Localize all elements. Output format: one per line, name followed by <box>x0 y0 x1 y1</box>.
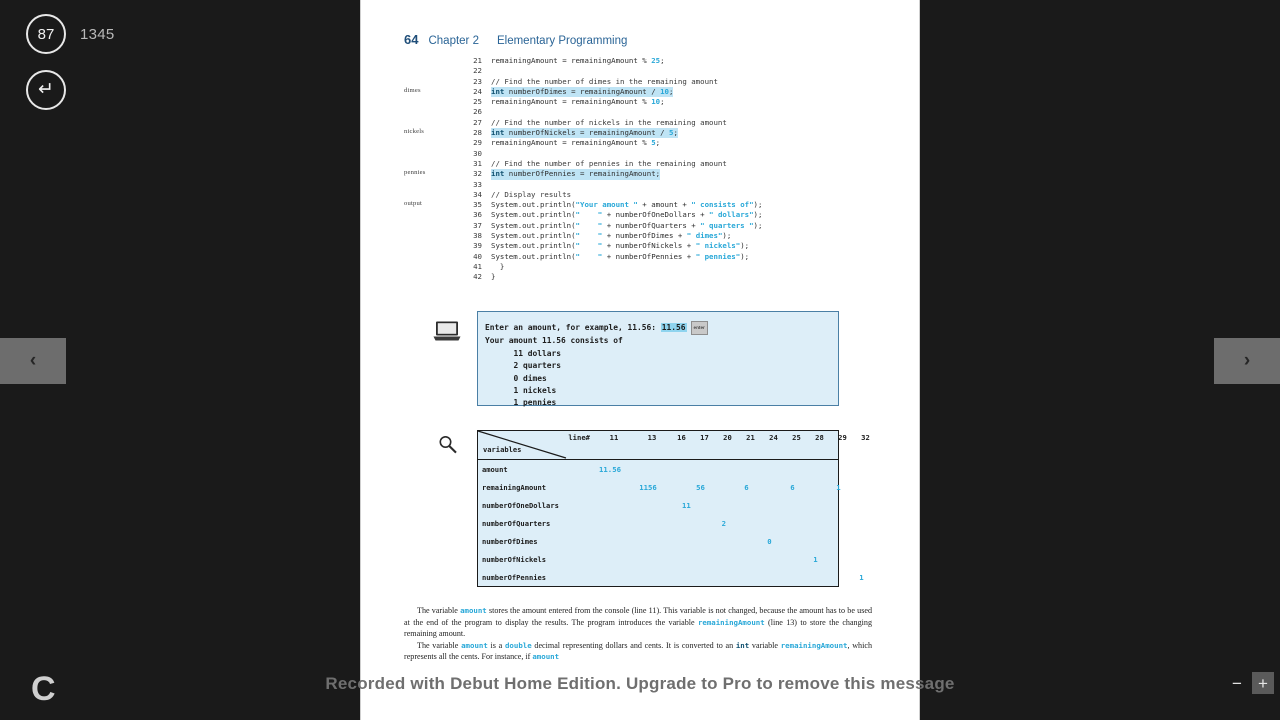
next-page-button[interactable] <box>1214 338 1280 384</box>
diagonal-divider-icon <box>478 431 838 458</box>
code-line-number: 38 <box>473 231 482 241</box>
console-line: 1 nickels <box>485 386 557 396</box>
code-line-text: // Find the number of nickels in the remaining amount <box>491 117 727 127</box>
trace-row <box>478 532 838 550</box>
code-line-number: 36 <box>473 210 482 220</box>
code-line <box>383 180 903 190</box>
code-line-number: 41 <box>473 261 482 271</box>
trace-cell: 1 <box>859 572 864 582</box>
page-header <box>404 32 627 47</box>
console-input-value: 11.56 <box>661 323 686 332</box>
trace-line-hash-label: line# <box>568 433 590 442</box>
console-line: 1 pennies <box>485 398 557 408</box>
chapter-title: Elementary Programming <box>496 35 628 47</box>
book-page <box>361 0 919 720</box>
trace-line-number: 21 <box>746 433 755 442</box>
code-line-text: int numberOfNickels = remainingAmount / 5; <box>491 128 678 138</box>
p1-var-amount: amount <box>460 606 487 615</box>
code-line-number: 30 <box>473 148 482 158</box>
trace-cell: 56 <box>696 482 705 492</box>
code-line <box>383 149 903 159</box>
zoom-out-button[interactable]: − <box>1232 673 1242 693</box>
trace-line-number: 11 <box>609 433 619 442</box>
trace-row <box>478 478 841 496</box>
code-line-text: int numberOfPennies = remainingAmount; <box>491 169 661 179</box>
paragraph-2 <box>404 640 872 663</box>
code-line-number: 33 <box>473 179 482 189</box>
trace-cell: 6 <box>744 482 749 492</box>
code-line-number: 34 <box>473 189 482 199</box>
page-indicator-value: 87 <box>37 25 55 43</box>
code-line-number: 37 <box>473 220 482 230</box>
trace-corner-variables: variables <box>483 445 522 454</box>
trace-variable-name: amount <box>482 464 508 474</box>
p2-text-b: is a <box>487 640 505 650</box>
previous-page-button[interactable] <box>0 338 66 384</box>
p2-text-e: , which represents all the cents. For instance, if <box>404 640 872 661</box>
code-line-text: System.out.println(" " + numberOfPennies + " pennies"); <box>491 251 750 261</box>
code-line-number: 21 <box>473 56 482 65</box>
trace-table-body <box>478 460 864 586</box>
code-line <box>383 159 903 169</box>
trace-cell: 1 <box>836 482 841 492</box>
console-line: 0 dimes <box>485 373 547 383</box>
p1-text-a: The variable <box>417 606 461 615</box>
code-line-text: remainingAmount = remainingAmount % 25; <box>491 56 665 65</box>
code-line-number: 25 <box>473 97 482 107</box>
trace-cell: 2 <box>721 518 727 528</box>
variable-trace-panel <box>477 430 870 587</box>
page-indicator-badge[interactable] <box>26 14 66 54</box>
zoom-controls <box>1226 672 1274 694</box>
code-line-text: remainingAmount = remainingAmount % 10; <box>491 97 665 107</box>
p2-var-remaining: remainingAmount <box>780 640 848 650</box>
code-line-text: System.out.println(" " + numberOfOneDollars + " dollars"); <box>491 210 763 220</box>
code-line <box>383 66 903 76</box>
p2-var-amount-2: amount <box>532 652 560 661</box>
trace-cell: 1156 <box>639 482 657 492</box>
trace-cell: 6 <box>790 482 795 492</box>
code-line <box>383 169 903 179</box>
trace-variable-name: remainingAmount <box>482 482 547 492</box>
p1-text-c: (line 13) to store the changing remaining amount. <box>404 617 872 638</box>
back-arrow-icon: ↵ <box>38 78 54 100</box>
code-line <box>383 190 903 200</box>
code-line-text <box>491 66 495 76</box>
trace-row <box>478 550 838 568</box>
back-button[interactable] <box>26 70 66 110</box>
code-line-text <box>491 180 495 190</box>
code-margin-note: pennies <box>404 169 426 177</box>
trace-line-number: 13 <box>647 433 657 442</box>
trace-line-number: 24 <box>769 433 778 442</box>
code-line-text: } <box>491 272 496 282</box>
trace-line-number: 20 <box>723 433 732 442</box>
code-line-text: System.out.println(" " + numberOfDimes + " dimes"); <box>491 231 732 241</box>
trace-variable-name: numberOfPennies <box>482 572 547 582</box>
code-line <box>383 241 903 251</box>
code-margin-note: output <box>404 200 423 208</box>
code-line-number: 32 <box>473 169 482 179</box>
console-prompt: Enter an amount, for example, 11.56: <box>485 323 661 332</box>
code-line-number: 40 <box>473 251 482 261</box>
p1-text-b: stores the amount entered from the console (line 11). This variable is not changed, because the amount has to be used at the end of the program to display the results. The program introduces the variable <box>404 606 872 627</box>
code-line-text: // Find the number of dimes in the remaining amount <box>491 76 718 86</box>
code-listing <box>383 56 903 283</box>
code-line <box>383 272 903 282</box>
laptop-icon <box>433 320 461 342</box>
code-line <box>383 138 903 148</box>
code-line-number: 39 <box>473 241 482 251</box>
code-line <box>383 252 903 262</box>
trace-cell: 0 <box>767 536 772 546</box>
chevron-left-icon: ‹ <box>29 350 37 371</box>
trace-table <box>477 430 870 587</box>
trace-line-number: 32 <box>861 433 870 442</box>
trace-cell: 1 <box>813 554 818 564</box>
code-line-number: 27 <box>473 117 482 127</box>
code-line <box>383 200 903 210</box>
trace-variable-name: numberOfNickels <box>482 554 547 564</box>
body-copy <box>404 605 872 663</box>
page-number: 64 <box>404 32 419 47</box>
console-lines <box>478 335 838 409</box>
code-line-number: 26 <box>473 107 482 117</box>
console-line: Your amount 11.56 consists of <box>485 336 623 346</box>
code-line <box>383 56 903 66</box>
zoom-in-button[interactable]: + <box>1252 672 1274 694</box>
code-line-number: 28 <box>473 128 482 138</box>
p2-text-d: variable <box>749 640 781 650</box>
screen-recorder-watermark: Recorded with Debut Home Edition. Upgrade to Pro to remove this message <box>325 674 955 693</box>
console-output-panel <box>477 311 839 406</box>
code-line-number: 35 <box>473 200 482 210</box>
trace-row <box>478 496 838 514</box>
trace-row <box>478 460 838 478</box>
code-line-text <box>491 107 495 117</box>
code-line-text: } <box>491 261 505 271</box>
trace-row <box>478 514 838 532</box>
code-margin-note: nickels <box>404 128 425 136</box>
magnifier-icon <box>437 434 459 456</box>
code-line-number: 29 <box>473 138 482 148</box>
code-line <box>383 210 903 220</box>
code-line-number: 22 <box>473 66 482 76</box>
code-line <box>383 128 903 138</box>
code-line <box>383 97 903 107</box>
brand-logo: C <box>31 670 56 708</box>
trace-row <box>478 568 864 586</box>
code-line <box>383 118 903 128</box>
trace-variable-name: numberOfDimes <box>482 536 538 546</box>
p2-text-a: The variable <box>417 640 462 650</box>
trace-table-header <box>478 431 870 460</box>
chapter-label: Chapter 2 <box>428 35 479 47</box>
trace-cell: 11 <box>681 500 691 510</box>
p2-text-c: decimal representing dollars and cents. It is converted to an <box>531 640 736 650</box>
code-line-number: 23 <box>473 76 482 86</box>
code-line-text <box>491 149 495 159</box>
p2-kw-int: int <box>735 640 750 650</box>
trace-variable-name: numberOfOneDollars <box>482 500 559 510</box>
code-line-text: System.out.println("Your amount " + amount + " consists of"); <box>491 200 763 210</box>
chevron-right-icon: › <box>1243 350 1251 371</box>
trace-line-number: 16 <box>677 433 686 442</box>
code-line-number: 42 <box>473 272 482 282</box>
code-line-text: System.out.println(" " + numberOfQuarters + " quarters "); <box>491 220 763 230</box>
console-box <box>477 311 839 406</box>
total-pages-label: 1345 <box>80 25 115 43</box>
trace-line-number: 29 <box>838 433 847 442</box>
code-line <box>383 77 903 87</box>
p2-var-amount: amount <box>461 640 488 650</box>
code-line <box>383 87 903 97</box>
code-line-text: int numberOfDimes = remainingAmount / 10; <box>491 86 674 96</box>
code-line-text: remainingAmount = remainingAmount % 5; <box>491 138 661 148</box>
trace-cell: 11.56 <box>599 464 621 474</box>
code-line-text: // Find the number of pennies in the remaining amount <box>491 158 727 168</box>
trace-line-number: 17 <box>700 433 709 442</box>
code-line-number: 24 <box>473 86 482 96</box>
code-line <box>383 221 903 231</box>
code-line-text: // Display results <box>491 189 572 199</box>
console-prompt-line <box>478 321 838 335</box>
trace-variable-name: numberOfQuarters <box>482 518 551 528</box>
code-margin-note: dimes <box>404 86 421 94</box>
enter-key-badge: enter <box>691 321 708 335</box>
console-line: 2 quarters <box>485 361 562 371</box>
trace-line-number: 25 <box>792 433 801 442</box>
p1-var-remaining: remainingAmount <box>697 617 765 627</box>
viewer-hud <box>26 14 226 110</box>
code-line <box>383 231 903 241</box>
console-line: 11 dollars <box>485 348 562 358</box>
code-line <box>383 262 903 272</box>
p2-kw-double: double <box>504 640 532 650</box>
code-line <box>383 107 903 117</box>
code-line-text: System.out.println(" " + numberOfNickels + " nickels"); <box>491 241 750 251</box>
code-line-number: 31 <box>473 158 482 168</box>
paragraph-1 <box>404 605 872 640</box>
trace-line-number: 28 <box>815 433 824 442</box>
